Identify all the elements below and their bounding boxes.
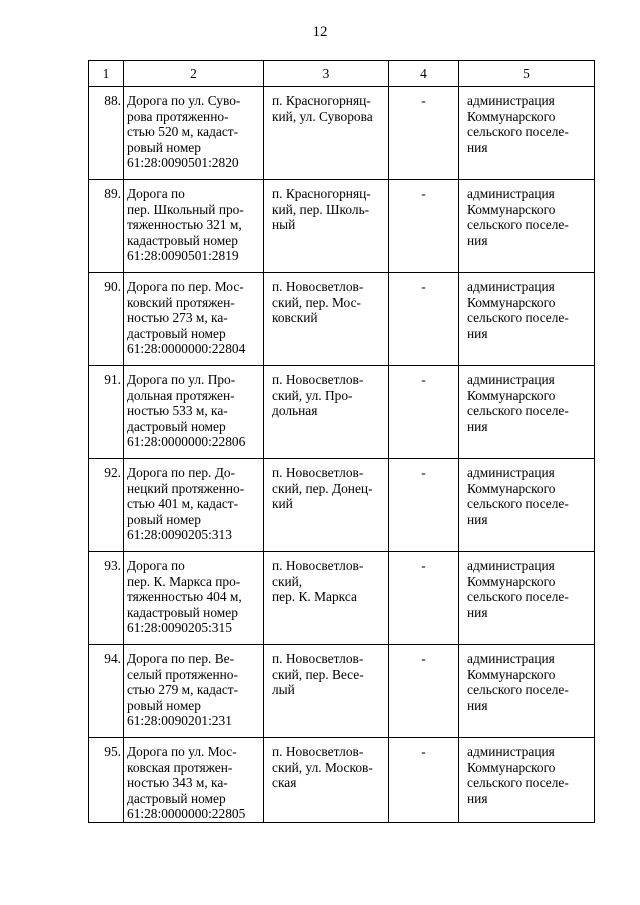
row-number: 88.	[89, 87, 124, 180]
row-number: 95.	[89, 738, 124, 823]
road-location-line: кий, ул. Суворова	[272, 108, 373, 124]
road-owner-line: ния	[467, 511, 488, 527]
road-description-line: Дорога по	[127, 558, 185, 573]
road-owner-line: администрация	[467, 372, 555, 387]
road-owner-line: Коммунарского	[467, 666, 556, 682]
column-4-value: -	[389, 738, 459, 823]
road-owner-line: Коммунарского	[467, 294, 556, 310]
road-owner-line: сельского поселе-	[467, 496, 569, 512]
table-body	[89, 87, 595, 823]
road-description-line: тяженностью 321 м,	[127, 217, 242, 233]
road-description-line: ровый номер	[127, 139, 201, 155]
road-location-line: ковский	[272, 310, 318, 326]
road-description-line: кадастровый номер	[127, 604, 238, 620]
road-location-line: ский, пер. Весе-	[272, 666, 364, 682]
road-owner-line: администрация	[467, 93, 555, 108]
road-description-line: нецкий протяженно-	[127, 480, 245, 496]
road-owner-line: ния	[467, 790, 488, 806]
road-description-line: стью 279 м, кадаст-	[127, 682, 239, 698]
road-description-line: Дорога по ул. Мос-	[127, 744, 237, 759]
road-owner-line: сельского поселе-	[467, 589, 569, 605]
road-owner	[459, 552, 595, 645]
road-location-line: п. Новосветлов-	[272, 744, 364, 759]
road-description-line: 61:28:0090201:231	[127, 713, 232, 729]
road-description-line: ковская протяжен-	[127, 759, 233, 775]
road-location-line: кий, пер. Школь-	[272, 201, 370, 217]
road-location-line: п. Новосветлов-	[272, 651, 364, 666]
road-owner	[459, 738, 595, 823]
road-description-line: дастровый номер	[127, 325, 226, 341]
road-location	[264, 552, 389, 645]
road-location-line: ный	[272, 217, 296, 233]
road-owner-line: Коммунарского	[467, 573, 556, 589]
row-number: 89.	[89, 180, 124, 273]
road-description-line: пер. К. Маркса про-	[127, 573, 241, 589]
road-location	[264, 738, 389, 823]
road-location-line: ский, пер. Мос-	[272, 294, 361, 310]
road-location-line: ский,	[272, 573, 303, 589]
road-location-line: п. Красногорняц-	[272, 93, 371, 108]
road-owner	[459, 87, 595, 180]
road-description-line: стью 520 м, кадаст-	[127, 124, 239, 140]
road-owner-line: сельского поселе-	[467, 403, 569, 419]
road-description-line: 61:28:0000000:22804	[127, 341, 246, 357]
road-description-line: Дорога по ул. Суво-	[127, 93, 241, 108]
table-row	[89, 366, 595, 459]
road-owner-line: администрация	[467, 558, 555, 573]
header-col-2: 2	[124, 61, 264, 87]
road-owner	[459, 645, 595, 738]
road-owner-line: сельского поселе-	[467, 217, 569, 233]
road-location	[264, 180, 389, 273]
road-description-line: ровый номер	[127, 511, 201, 527]
road-owner-line: ния	[467, 325, 488, 341]
road-description-line: Дорога по	[127, 186, 185, 201]
column-4-value: -	[389, 366, 459, 459]
road-description-line: дольная протяжен-	[127, 387, 235, 403]
road-description-line: дастровый номер	[127, 418, 226, 434]
road-owner-line: Коммунарского	[467, 201, 556, 217]
road-description-line: 61:28:0090501:2819	[127, 248, 239, 264]
road-location-line: п. Новосветлов-	[272, 372, 364, 387]
road-owner-line: ния	[467, 418, 488, 434]
road-location	[264, 645, 389, 738]
road-location	[264, 366, 389, 459]
road-location-line: ский, пер. Донец-	[272, 480, 373, 496]
road-owner-line: Коммунарского	[467, 480, 556, 496]
table-row	[89, 459, 595, 552]
row-number: 94.	[89, 645, 124, 738]
road-description-line: ностью 533 м, ка-	[127, 403, 228, 419]
road-description-line: стью 401 м, кадаст-	[127, 496, 239, 512]
road-location-line: дольная	[272, 403, 318, 419]
road-owner-line: ния	[467, 697, 488, 713]
road-location	[264, 273, 389, 366]
road-description	[124, 87, 264, 180]
road-location-line: п. Новосветлов-	[272, 465, 364, 480]
road-description-line: 61:28:0000000:22806	[127, 434, 246, 450]
road-description-line: тяженностью 404 м,	[127, 589, 242, 605]
road-owner-line: администрация	[467, 651, 555, 666]
road-owner-line: сельского поселе-	[467, 124, 569, 140]
road-description-line: Дорога по пер. Ве-	[127, 651, 235, 666]
road-description	[124, 459, 264, 552]
road-owner-line: Коммунарского	[467, 759, 556, 775]
road-owner-line: администрация	[467, 186, 555, 201]
road-description	[124, 366, 264, 459]
column-4-value: -	[389, 645, 459, 738]
road-description-line: Дорога по пер. Мос-	[127, 279, 244, 294]
road-description-line: кадастровый номер	[127, 232, 238, 248]
road-owner-line: ния	[467, 604, 488, 620]
road-description	[124, 180, 264, 273]
road-description-line: 61:28:0090205:315	[127, 620, 232, 636]
road-owner	[459, 459, 595, 552]
column-4-value: -	[389, 273, 459, 366]
road-location	[264, 459, 389, 552]
road-owner-line: администрация	[467, 744, 555, 759]
road-owner	[459, 273, 595, 366]
header-col-3: 3	[264, 61, 389, 87]
row-number: 91.	[89, 366, 124, 459]
road-owner	[459, 180, 595, 273]
table-row	[89, 87, 595, 180]
header-col-1: 1	[89, 61, 124, 87]
row-number: 90.	[89, 273, 124, 366]
road-location-line: ский, ул. Москов-	[272, 759, 373, 775]
road-description	[124, 273, 264, 366]
header-col-4: 4	[389, 61, 459, 87]
road-description-line: 61:28:0000000:22805	[127, 806, 246, 822]
row-number: 93.	[89, 552, 124, 645]
road-description-line: 61:28:0090205:313	[127, 527, 232, 543]
road-owner-line: ния	[467, 139, 488, 155]
road-description-line: ковский протяжен-	[127, 294, 235, 310]
road-description	[124, 645, 264, 738]
road-description-line: ностью 273 м, ка-	[127, 310, 228, 326]
page-number: 12	[312, 24, 328, 40]
road-description-line: Дорога по ул. Про-	[127, 372, 236, 387]
road-location-line: п. Новосветлов-	[272, 279, 364, 294]
road-location-line: пер. К. Маркса	[272, 589, 357, 605]
road-owner	[459, 366, 595, 459]
table-row	[89, 738, 595, 823]
road-owner-line: администрация	[467, 465, 555, 480]
road-owner-line: сельского поселе-	[467, 682, 569, 698]
roads-table	[88, 60, 595, 823]
road-owner-line: сельского поселе-	[467, 775, 569, 791]
table-row	[89, 552, 595, 645]
road-description-line: 61:28:0090501:2820	[127, 155, 239, 171]
column-4-value: -	[389, 87, 459, 180]
road-location-line: п. Красногорняц-	[272, 186, 371, 201]
header-col-5: 5	[459, 61, 595, 87]
road-description-line: дастровый номер	[127, 790, 226, 806]
road-location-line: кий	[272, 496, 293, 512]
road-description-line: пер. Школьный про-	[127, 201, 244, 217]
table-row	[89, 273, 595, 366]
table-row	[89, 645, 595, 738]
road-description-line: ровый номер	[127, 697, 201, 713]
column-4-value: -	[389, 459, 459, 552]
road-location	[264, 87, 389, 180]
road-description	[124, 552, 264, 645]
table-row	[89, 180, 595, 273]
table-header-row	[89, 61, 595, 87]
road-owner-line: сельского поселе-	[467, 310, 569, 326]
road-description-line: Дорога по пер. До-	[127, 465, 236, 480]
column-4-value: -	[389, 180, 459, 273]
road-location-line: ский, ул. Про-	[272, 387, 353, 403]
road-owner-line: Коммунарского	[467, 387, 556, 403]
road-owner-line: ния	[467, 232, 488, 248]
road-description	[124, 738, 264, 823]
road-location-line: ская	[272, 775, 297, 791]
road-description-line: рова протяженно-	[127, 108, 229, 124]
road-description-line: селый протяженно-	[127, 666, 238, 682]
road-owner-line: Коммунарского	[467, 108, 556, 124]
road-description-line: ностью 343 м, ка-	[127, 775, 228, 791]
column-4-value: -	[389, 552, 459, 645]
road-location-line: п. Новосветлов-	[272, 558, 364, 573]
row-number: 92.	[89, 459, 124, 552]
road-owner-line: администрация	[467, 279, 555, 294]
road-location-line: лый	[272, 682, 295, 698]
